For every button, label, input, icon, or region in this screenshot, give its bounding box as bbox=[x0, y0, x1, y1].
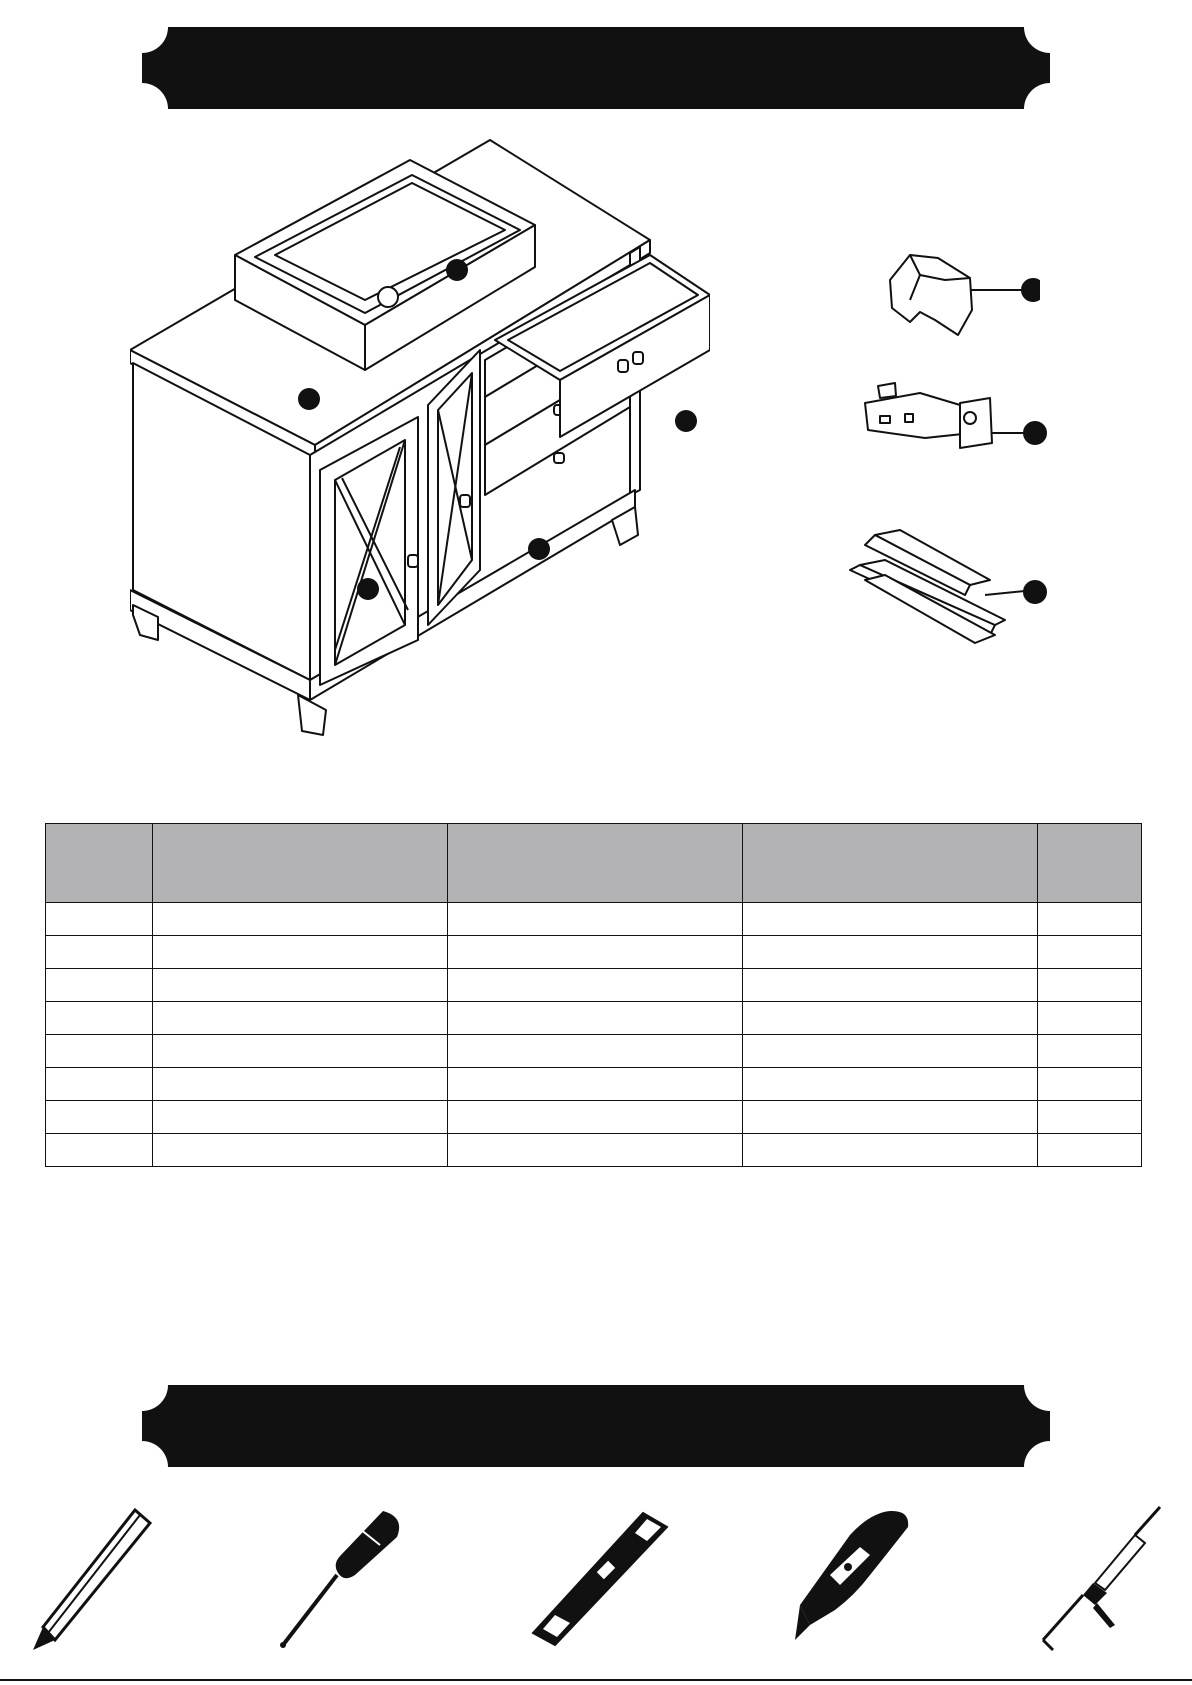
table-row bbox=[46, 1035, 1142, 1068]
screwdriver-icon bbox=[275, 1505, 415, 1655]
table-cell bbox=[153, 1134, 448, 1167]
table-cell bbox=[743, 1101, 1038, 1134]
table-row bbox=[46, 1101, 1142, 1134]
table-cell bbox=[46, 1002, 153, 1035]
table-cell bbox=[448, 969, 743, 1002]
table-header-cell bbox=[46, 824, 153, 903]
table-row bbox=[46, 1002, 1142, 1035]
table-cell bbox=[153, 1035, 448, 1068]
callout-countertop bbox=[298, 388, 320, 410]
hinge-icon bbox=[860, 378, 1050, 468]
table-cell bbox=[153, 1101, 448, 1134]
table-cell bbox=[1038, 903, 1142, 936]
drawer-knob bbox=[554, 453, 564, 463]
table-header-cell bbox=[743, 824, 1038, 903]
top-banner-title bbox=[142, 27, 1050, 109]
knob-icon bbox=[880, 250, 1040, 340]
table-cell bbox=[743, 1134, 1038, 1167]
table-row bbox=[46, 936, 1142, 969]
table-cell bbox=[743, 903, 1038, 936]
hinge-callout-dot bbox=[1024, 422, 1046, 444]
table-cell bbox=[153, 1068, 448, 1101]
table-row bbox=[46, 969, 1142, 1002]
vanity-cabinet-illustration bbox=[130, 135, 710, 790]
table-cell bbox=[448, 1035, 743, 1068]
table-cell bbox=[153, 1002, 448, 1035]
table-cell bbox=[1038, 969, 1142, 1002]
table-cell bbox=[743, 1068, 1038, 1101]
caulking-gun-icon bbox=[1035, 1505, 1165, 1655]
table-cell bbox=[153, 969, 448, 1002]
drawer-knob bbox=[618, 360, 628, 372]
table-cell bbox=[46, 936, 153, 969]
door-knob bbox=[408, 555, 418, 567]
table-cell bbox=[46, 1035, 153, 1068]
slide-callout-dot bbox=[1024, 581, 1046, 603]
callout-left-door bbox=[357, 578, 379, 600]
table-header-cell bbox=[448, 824, 743, 903]
table-cell bbox=[46, 1134, 153, 1167]
table-cell bbox=[1038, 1002, 1142, 1035]
level-icon bbox=[525, 1505, 675, 1655]
table-cell bbox=[448, 903, 743, 936]
table-cell bbox=[743, 969, 1038, 1002]
callout-right-door bbox=[528, 538, 550, 560]
knob-callout-dot bbox=[1022, 279, 1040, 301]
table-cell bbox=[743, 936, 1038, 969]
table-cell bbox=[1038, 936, 1142, 969]
door-knob bbox=[460, 495, 470, 507]
table-cell bbox=[153, 903, 448, 936]
table-cell bbox=[153, 936, 448, 969]
drawer-slide-icon bbox=[845, 525, 1050, 655]
table-cell bbox=[46, 969, 153, 1002]
bottom-banner-title bbox=[142, 1385, 1050, 1467]
table-cell bbox=[46, 1068, 153, 1101]
callout-sink bbox=[446, 259, 468, 281]
utility-knife-icon bbox=[790, 1505, 920, 1655]
table-cell bbox=[743, 1035, 1038, 1068]
table-cell bbox=[1038, 1068, 1142, 1101]
table-cell bbox=[743, 1002, 1038, 1035]
table-cell bbox=[448, 936, 743, 969]
table-cell bbox=[448, 1002, 743, 1035]
table-cell bbox=[46, 903, 153, 936]
bottom-section-banner bbox=[142, 1385, 1050, 1467]
table-cell bbox=[448, 1134, 743, 1167]
pencil-icon bbox=[25, 1505, 155, 1655]
page-bottom-rule bbox=[0, 1679, 1192, 1681]
table-row bbox=[46, 1134, 1142, 1167]
parts-table bbox=[45, 823, 1142, 1167]
table-row bbox=[46, 903, 1142, 936]
table-header-cell bbox=[1038, 824, 1142, 903]
table-cell bbox=[46, 1101, 153, 1134]
table-header-row bbox=[46, 824, 1142, 903]
table-cell bbox=[1038, 1101, 1142, 1134]
leg bbox=[298, 695, 326, 735]
table-cell bbox=[448, 1068, 743, 1101]
table-row bbox=[46, 1068, 1142, 1101]
table-cell bbox=[448, 1101, 743, 1134]
top-section-banner bbox=[142, 27, 1050, 109]
table-header-cell bbox=[153, 824, 448, 903]
table-cell bbox=[1038, 1035, 1142, 1068]
table-cell bbox=[1038, 1134, 1142, 1167]
callout-drawer bbox=[675, 410, 697, 432]
